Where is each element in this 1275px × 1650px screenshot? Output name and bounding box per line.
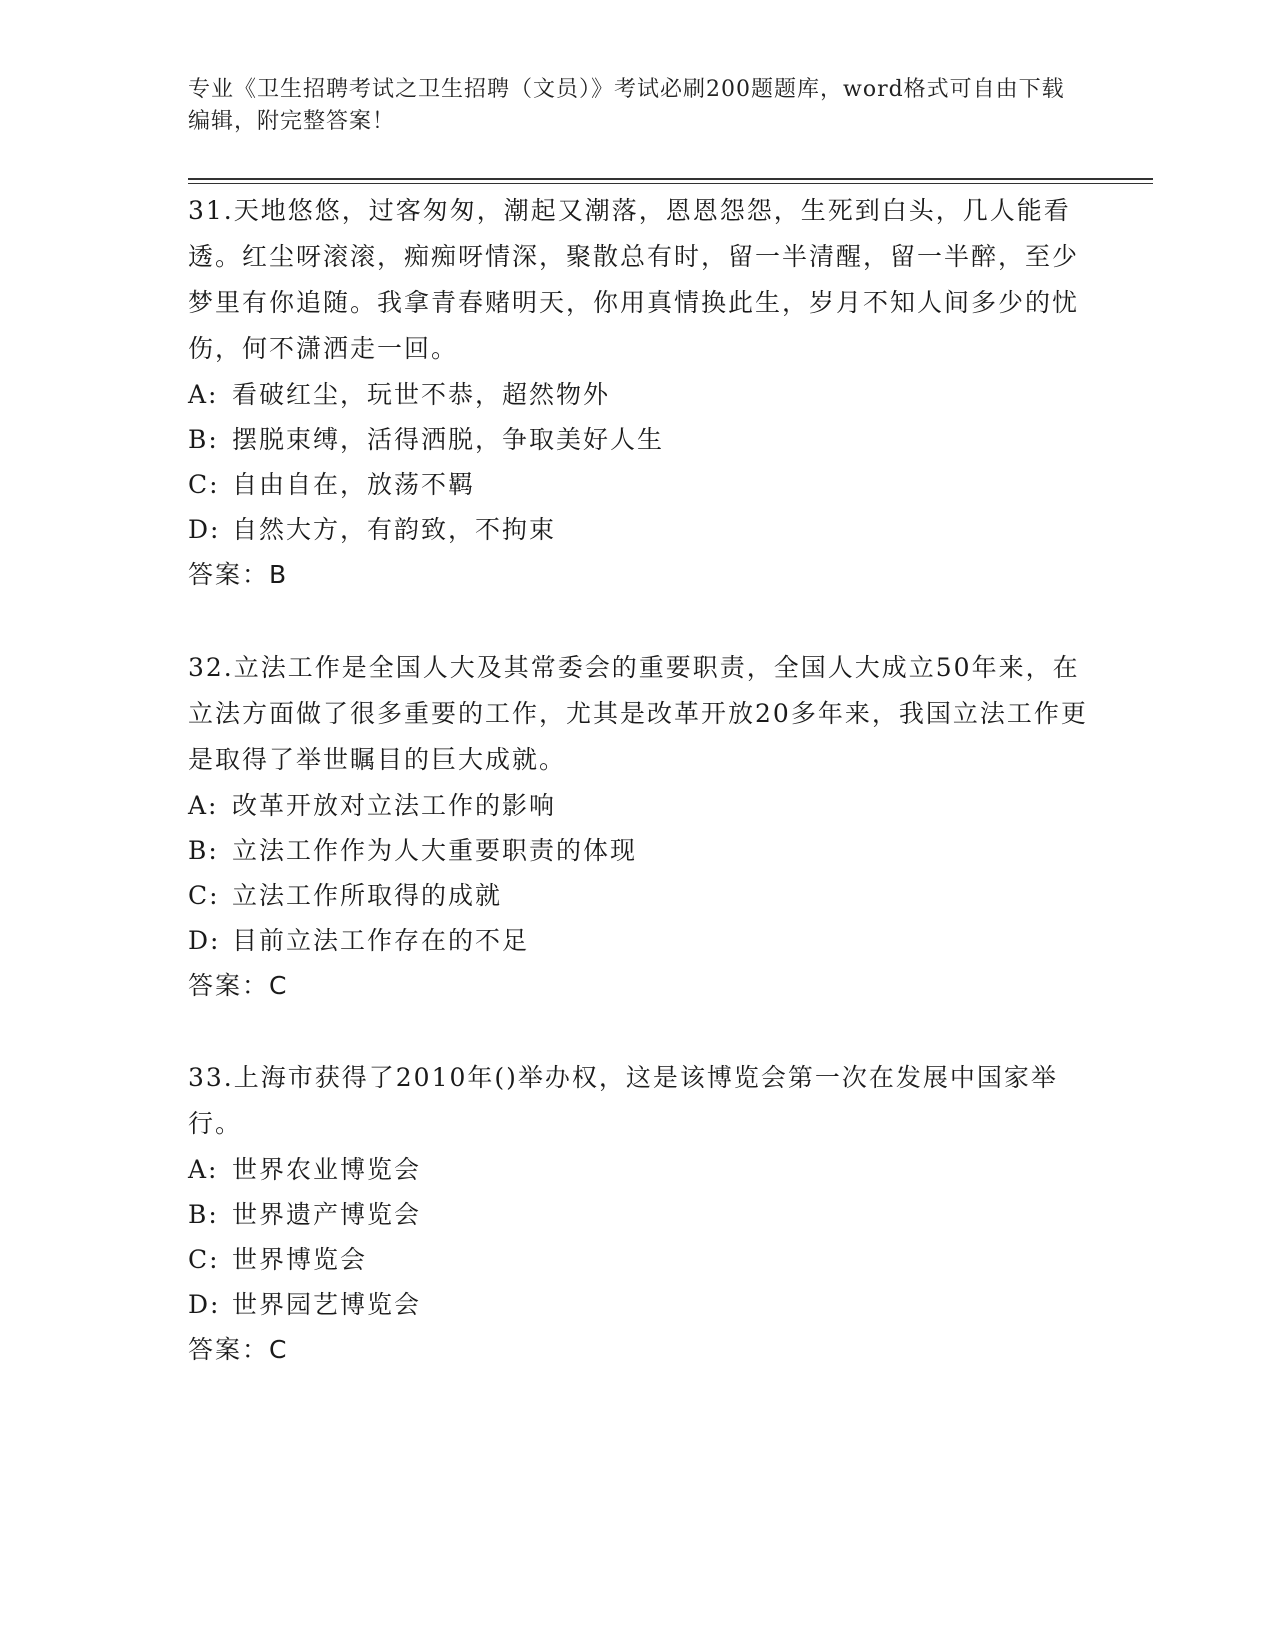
- option-c: [188, 1237, 1088, 1282]
- option-text: 看破红尘，玩世不恭，超然物外: [232, 380, 611, 409]
- option-letter: D:: [188, 926, 221, 955]
- option-letter: A:: [188, 791, 219, 820]
- document-header: 专业《卫生招聘考试之卫生招聘（文员）》考试必刷200题题库，word格式可自由下载编辑，附完整答案！: [188, 77, 1065, 134]
- question-stem: 32.立法工作是全国人大及其常委会的重要职责，全国人大成立50年来，在立法方面做了很多重要的工作，尤其是改革开放20多年来，我国立法工作更是取得了举世瞩目的巨大成就。: [188, 653, 1088, 774]
- option-letter: A:: [188, 380, 219, 409]
- header-divider-thin: [188, 183, 1153, 184]
- option-text: 摆脱束缚，活得洒脱，争取美好人生: [232, 425, 665, 454]
- option-text: 目前立法工作存在的不足: [232, 926, 530, 955]
- question-31: [188, 188, 1088, 598]
- option-letter: C:: [188, 1245, 220, 1274]
- option-text: 世界博览会: [232, 1245, 368, 1274]
- option-a: [188, 372, 1088, 417]
- option-d: [188, 507, 1088, 552]
- option-b: [188, 1192, 1088, 1237]
- option-b: [188, 828, 1088, 873]
- option-b: [188, 417, 1088, 462]
- option-letter: B:: [188, 1200, 219, 1229]
- option-letter: D:: [188, 515, 221, 544]
- option-letter: C:: [188, 470, 220, 499]
- option-a: [188, 1147, 1088, 1192]
- option-text: 世界园艺博览会: [232, 1290, 422, 1319]
- option-d: [188, 918, 1088, 963]
- option-text: 自然大方，有韵致，不拘束: [232, 515, 557, 544]
- option-text: 世界农业博览会: [232, 1155, 422, 1184]
- header-divider-thick: [188, 178, 1153, 180]
- question-33: [188, 1055, 1088, 1373]
- option-c: [188, 873, 1088, 918]
- answer: 答案：B: [188, 560, 289, 589]
- question-32: [188, 645, 1088, 1009]
- option-text: 改革开放对立法工作的影响: [232, 791, 557, 820]
- option-a: [188, 783, 1088, 828]
- question-stem: 31.天地悠悠，过客匆匆，潮起又潮落，恩恩怨怨，生死到白头，几人能看透。红尘呀滚滚，痴痴呀情深，聚散总有时，留一半清醒，留一半醉，至少梦里有你追随。我拿青春赌明天，你用真情换此生，岁月不知人间多少的忧伤，何不潇洒走一回。: [188, 196, 1080, 363]
- option-c: [188, 462, 1088, 507]
- option-letter: C:: [188, 881, 220, 910]
- answer: 答案：C: [188, 971, 289, 1000]
- option-text: 立法工作作为人大重要职责的体现: [232, 836, 638, 865]
- option-letter: A:: [188, 1155, 219, 1184]
- option-text: 自由自在，放荡不羁: [232, 470, 476, 499]
- option-d: [188, 1282, 1088, 1327]
- option-text: 立法工作所取得的成就: [232, 881, 503, 910]
- option-letter: B:: [188, 836, 219, 865]
- option-letter: D:: [188, 1290, 221, 1319]
- question-stem: 33.上海市获得了2010年()举办权，这是该博览会第一次在发展中国家举行。: [188, 1063, 1058, 1138]
- option-letter: B:: [188, 425, 219, 454]
- answer: 答案：C: [188, 1335, 289, 1364]
- option-text: 世界遗产博览会: [232, 1200, 422, 1229]
